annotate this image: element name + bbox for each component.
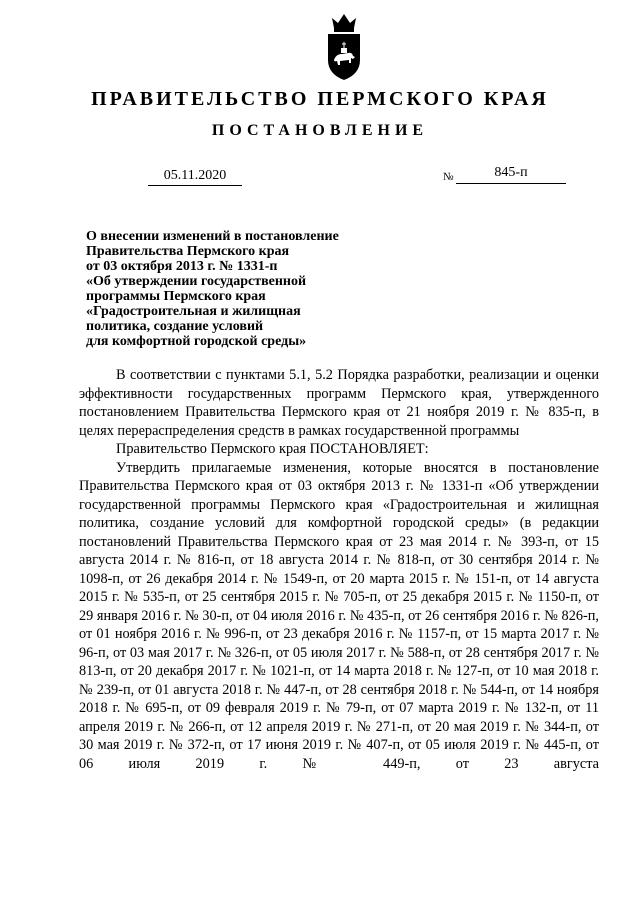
subject-line: О внесении изменений в постановление xyxy=(86,229,339,244)
document-number: 845-п xyxy=(456,163,566,184)
document-type: ПОСТАНОВЛЕНИЕ xyxy=(211,122,429,139)
subject-line: политика, создание условий xyxy=(86,319,264,334)
document-subject xyxy=(86,229,386,349)
subject-line: для комфортной городской среды» xyxy=(86,334,307,349)
government-title: ПРАВИТЕЛЬСТВО ПЕРМСКОГО КРАЯ xyxy=(91,88,549,110)
body-paragraph: В соответствии с пунктами 5.1, 5.2 Порядка разработки, реализации и оценки эффективности государственных программ Пермского края, утвержденного постановлением Правительства Пермского края от 21 ноября 2019 г. № 835-п, в целях перераспределения средств в рамках государственной программы xyxy=(79,367,599,439)
subject-line: программы Пермского края xyxy=(86,289,266,304)
coat-of-arms-icon xyxy=(324,10,364,82)
document-body xyxy=(79,366,599,773)
subject-line: «Об утверждении государственной xyxy=(86,274,307,289)
document-date: 05.11.2020 xyxy=(148,167,242,186)
body-paragraph: Утвердить прилагаемые изменения, которые вносятся в постановление Правительства Пермского края от 03 октября 2013 г. № 1331-п «Об утверждении государственной программы Пермского края «Градостроительная и жилищная политика, создание условий для комфортной городской среды» (в редакции постановлений Правительства Пермского края от 23 мая 2014 г. № 393-п, от 15 августа 2014 г. № 816-п, от 18 августа 2014 г. № 818-п, от 30 сентября 2014 г. № 1098-п, от 26 декабря 2014 г. № 1549-п, от 20 марта 2015 г. № 151-п, от 14 августа 2015 г. № 535-п, от 25 сентября 2015 г. № 705-п, от 25 декабря 2015 г. № 1150-п, от 29 января 2016 г. № 30-п, от 04 июля 2016 г. № 435-п, от 26 сентября 2016 г. № 826-п, от 01 ноября 2016 г. № 996-п, от 23 декабря 2016 г. № 1157-п, от 15 марта 2017 г. № 96-п, от 03 мая 2017 г. № 326-п, от 05 июля 2017 г. № 588-п, от 28 сентября 2017 г. № 813-п, от 20 декабря 2017 г. № 1021-п, от 14 марта 2018 г. № 127-п, от 10 мая 2018 г. № 239-п, от 01 августа 2018 г. № 447-п, от 28 сентября 2018 г. № 544-п, от 14 ноября 2018 г. № 695-п, от 09 февраля 2019 г. № 79-п, от 07 марта 2019 г. № 132-п, от 11 апреля 2019 г. № 266-п, от 12 апреля 2019 г. № 271-п, от 20 мая 2019 г. № 344-п, от 30 мая 2019 г. № 372-п, от 17 июня 2019 г. № 407-п, от 05 июля 2019 г. № 445-п, от 06 июля 2019 г. № 449-п, от 23 августа xyxy=(79,459,599,772)
body-paragraph: Правительство Пермского края ПОСТАНОВЛЯЕТ: xyxy=(116,441,429,457)
subject-line: Правительства Пермского края xyxy=(86,244,290,259)
subject-line: от 03 октября 2013 г. № 1331-п xyxy=(86,259,278,274)
number-sign: № xyxy=(443,171,454,183)
subject-line: «Градостроительная и жилищная xyxy=(86,304,301,319)
